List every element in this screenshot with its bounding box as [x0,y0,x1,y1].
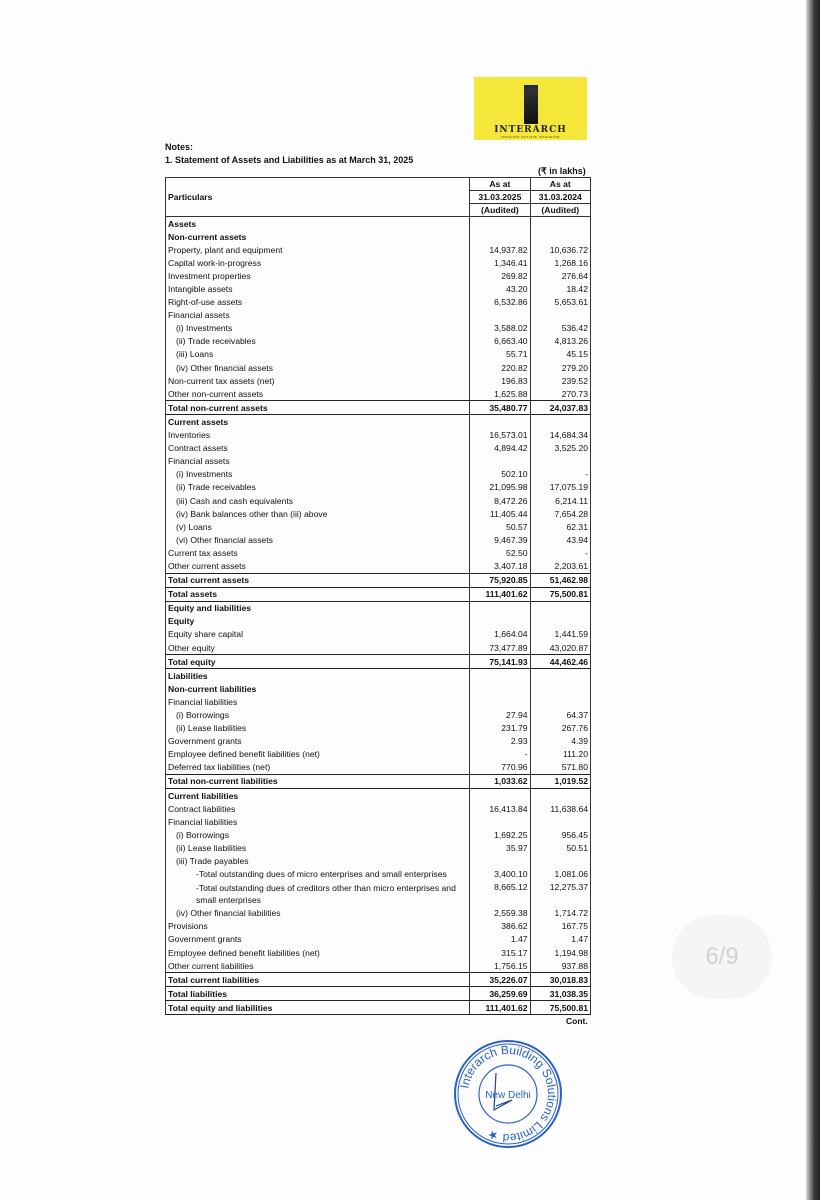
row-label: Equity share capital [166,628,470,641]
header-col2-line1: As at [530,178,590,191]
value-2024 [530,415,590,429]
svg-text:Interarch Building Solutions L: Interarch Building Solutions Limited ★ [457,1042,560,1146]
value-2025: 231.79 [470,722,530,735]
row-label: (iii) Loans [166,348,470,361]
row-label: Government grants [166,735,470,748]
value-2024: 1,194.98 [530,946,590,959]
value-2025: 196.83 [470,374,530,387]
table-row [166,455,591,468]
value-2024 [530,789,590,803]
row-label: Current assets [166,415,470,429]
row-label: Financial assets [166,309,470,322]
value-2024: 4.39 [530,735,590,748]
table-row [166,494,591,507]
value-2025: 220.82 [470,361,530,374]
value-2024: 75,500.81 [530,587,590,601]
value-2025: 1.47 [470,933,530,946]
value-2025 [470,455,530,468]
table-total-row [166,1001,591,1015]
continued-label: Cont. [566,1016,588,1026]
value-2025: 1,664.04 [470,628,530,641]
table-row [166,946,591,959]
value-2024 [530,682,590,695]
row-label: (ii) Trade receivables [166,335,470,348]
row-label: (iv) Other financial liabilities [166,907,470,920]
value-2025: 1,692.25 [470,828,530,841]
value-2025: 111,401.62 [470,1001,530,1015]
value-2025: 52.50 [470,546,530,559]
value-2025: 4,894.42 [470,442,530,455]
value-2024: 3,525.20 [530,442,590,455]
value-2024 [530,601,590,615]
value-2024: 937.88 [530,959,590,973]
row-label: Total equity [166,655,470,669]
value-2024: 6,214.11 [530,494,590,507]
value-2024 [530,455,590,468]
table-row [166,789,591,803]
value-2025: 502.10 [470,468,530,481]
value-2024: 43.94 [530,533,590,546]
table-total-row [166,774,591,788]
row-label: Financial liabilities [166,695,470,708]
table-row [166,243,591,256]
table-row [166,348,591,361]
value-2025: 1,756.15 [470,959,530,973]
value-2025: 2,559.38 [470,907,530,920]
table-row [166,269,591,282]
value-2025: 14,937.82 [470,243,530,256]
value-2025 [470,815,530,828]
value-2025: 269.82 [470,269,530,282]
table-row [166,855,591,868]
header-col1-status: (Audited) [470,204,530,217]
row-label: Equity and liabilities [166,601,470,615]
table-row [166,881,591,907]
value-2024: 75,500.81 [530,1001,590,1015]
value-2025: 36,259.69 [470,987,530,1001]
row-label: (i) Borrowings [166,828,470,841]
value-2024: 62.31 [530,520,590,533]
value-2024: 45.15 [530,348,590,361]
table-row [166,802,591,815]
value-2025: 73,477.89 [470,641,530,655]
row-label: Current liabilities [166,789,470,803]
row-label: (iii) Cash and cash equivalents [166,494,470,507]
statement-title: 1. Statement of Assets and Liabilities as at March 31, 2025 [165,155,414,165]
table-row [166,559,591,573]
table-row [166,442,591,455]
logo-i-mark [524,85,538,124]
value-2024: 10,636.72 [530,243,590,256]
value-2024: 30,018.83 [530,973,590,987]
row-label: Financial assets [166,455,470,468]
value-2025: 16,413.84 [470,802,530,815]
page-indicator-watermark: 6/9 [672,915,772,999]
logo-tagline: INNOVATE INITIATE INTEGRATE [500,135,561,139]
value-2024: 5,653.61 [530,296,590,309]
value-2025 [470,601,530,615]
value-2025: 16,573.01 [470,429,530,442]
table-row [166,335,591,348]
value-2025: 2.93 [470,735,530,748]
value-2025: 21,095.98 [470,481,530,494]
value-2024: 1,081.06 [530,868,590,881]
header-col2-status: (Audited) [530,204,590,217]
table-row [166,722,591,735]
logo-name: INTERARCH [494,125,567,135]
table-row [166,282,591,295]
table-row [166,507,591,520]
table-row [166,374,591,387]
value-2025: 35,480.77 [470,401,530,415]
value-2025: 27.94 [470,708,530,721]
value-2025: 386.62 [470,920,530,933]
row-label: Contract liabilities [166,802,470,815]
value-2024: 1,441.59 [530,628,590,641]
value-2024: 12,275.37 [530,881,590,907]
table-row [166,641,591,655]
value-2024: 7,654.28 [530,507,590,520]
value-2025: 111,401.62 [470,587,530,601]
row-label: Total equity and liabilities [166,1001,470,1015]
row-label: Non-current assets [166,230,470,243]
value-2025: 43.20 [470,282,530,295]
row-label: (iii) Trade payables [166,855,470,868]
row-label: Employee defined benefit liabilities (net) [166,946,470,959]
table-row [166,669,591,683]
value-2025 [470,695,530,708]
value-2025 [470,309,530,322]
row-label: (ii) Lease liabilities [166,841,470,854]
row-label: Total current assets [166,573,470,587]
table-total-row [166,987,591,1001]
value-2025: 35.97 [470,841,530,854]
value-2024: 4,813.26 [530,335,590,348]
value-2025 [470,669,530,683]
table-row [166,415,591,429]
table-row [166,761,591,775]
row-label: Total current liabilities [166,973,470,987]
row-label: (v) Loans [166,520,470,533]
value-2024: 1,268.16 [530,256,590,269]
value-2025 [470,415,530,429]
value-2025: 8,665.12 [470,881,530,907]
table-row [166,682,591,695]
value-2024: 14,684.34 [530,429,590,442]
table-row [166,533,591,546]
table-row [166,868,591,881]
row-label: Current tax assets [166,546,470,559]
row-label: Investment properties [166,269,470,282]
value-2025: 8,472.26 [470,494,530,507]
value-2025: - [470,748,530,761]
value-2024: 18.42 [530,282,590,295]
table-row [166,708,591,721]
table-row [166,322,591,335]
table-total-row [166,401,591,415]
table-row [166,296,591,309]
table-row [166,520,591,533]
table-row [166,468,591,481]
value-2024: 24,037.83 [530,401,590,415]
row-label: (i) Investments [166,322,470,335]
table-row [166,481,591,494]
value-2024 [530,815,590,828]
value-2024: 1,714.72 [530,907,590,920]
value-2025: 3,407.18 [470,559,530,573]
row-label: (ii) Lease liabilities [166,722,470,735]
value-2025 [470,789,530,803]
value-2024 [530,230,590,243]
value-2025: 75,920.85 [470,573,530,587]
notes-label: Notes: [165,142,194,152]
value-2025: 35,226.07 [470,973,530,987]
value-2024 [530,615,590,628]
value-2024: 267.76 [530,722,590,735]
row-label: Property, plant and equipment [166,243,470,256]
value-2025: 50.57 [470,520,530,533]
row-label: Deferred tax liabilities (net) [166,761,470,775]
table-row [166,628,591,641]
value-2024 [530,695,590,708]
row-label: (ii) Trade receivables [166,481,470,494]
row-label: (vi) Other financial assets [166,533,470,546]
value-2025: 3,400.10 [470,868,530,881]
row-label: (iv) Bank balances other than (iii) above [166,507,470,520]
table-total-row [166,587,591,601]
row-label: Provisions [166,920,470,933]
row-label: Inventories [166,429,470,442]
header-col1-line1: As at [470,178,530,191]
value-2024: 44,462.46 [530,655,590,669]
value-2025 [470,217,530,231]
table-row [166,217,591,231]
table-row [166,920,591,933]
value-2025 [470,855,530,868]
row-label: Total liabilities [166,987,470,1001]
table-row [166,959,591,973]
row-label: Financial liabilities [166,815,470,828]
table-row [166,695,591,708]
value-2025 [470,230,530,243]
row-label: Other non-current assets [166,387,470,401]
value-2025: 770.96 [470,761,530,775]
value-2024: 31,038.35 [530,987,590,1001]
row-label: (i) Borrowings [166,708,470,721]
value-2024: 276.64 [530,269,590,282]
row-label: Other equity [166,641,470,655]
row-label: Contract assets [166,442,470,455]
table-row [166,615,591,628]
table-row [166,828,591,841]
value-2024: 956.45 [530,828,590,841]
value-2024: 571.80 [530,761,590,775]
row-label: Employee defined benefit liabilities (net) [166,748,470,761]
table-row [166,256,591,269]
table-row [166,841,591,854]
value-2024: 51,462.98 [530,573,590,587]
value-2025: 1,625.88 [470,387,530,401]
assets-liabilities-table [165,177,591,1015]
table-row [166,735,591,748]
row-label: -Total outstanding dues of creditors other than micro enterprises and small enterprises [166,881,470,907]
header-col1-date: 31.03.2025 [470,191,530,204]
row-label: Total non-current assets [166,401,470,415]
company-seal-stamp [452,1038,564,1150]
value-2025: 315.17 [470,946,530,959]
table-row [166,230,591,243]
value-2024 [530,217,590,231]
value-2025: 75,141.93 [470,655,530,669]
value-2024: 270.73 [530,387,590,401]
value-2024: 167.75 [530,920,590,933]
company-logo [474,77,587,140]
value-2025 [470,682,530,695]
row-label: Total assets [166,587,470,601]
value-2024: 50.51 [530,841,590,854]
table-row [166,387,591,401]
row-label: Liabilities [166,669,470,683]
value-2025: 6,532.86 [470,296,530,309]
row-label: Right-of-use assets [166,296,470,309]
table-total-row [166,973,591,987]
table-row [166,907,591,920]
unit-label: (₹ in lakhs) [538,166,586,176]
value-2024 [530,855,590,868]
row-label: (iv) Other financial assets [166,361,470,374]
value-2024: 279.20 [530,361,590,374]
value-2025: 3,588.02 [470,322,530,335]
value-2024 [530,669,590,683]
value-2025: 9,467.39 [470,533,530,546]
value-2024: 239.52 [530,374,590,387]
table-total-row [166,573,591,587]
row-label: Total non-current liabilities [166,774,470,788]
header-particulars: Particulars [166,178,470,217]
value-2025 [470,615,530,628]
row-label: Equity [166,615,470,628]
value-2025: 11,405.44 [470,507,530,520]
value-2024: 1.47 [530,933,590,946]
value-2025: 6,663.40 [470,335,530,348]
value-2024: 11,638.64 [530,802,590,815]
table-row [166,748,591,761]
value-2024 [530,309,590,322]
page-edge-shadow [806,0,820,1200]
value-2024: 2,203.61 [530,559,590,573]
header-col2-date: 31.03.2024 [530,191,590,204]
svg-text:New Delhi: New Delhi [485,1090,531,1101]
value-2024: - [530,468,590,481]
value-2024: 111.20 [530,748,590,761]
value-2025: 55.71 [470,348,530,361]
table-row [166,546,591,559]
row-label: -Total outstanding dues of micro enterprises and small enterprises [166,868,470,881]
row-label: Non-current tax assets (net) [166,374,470,387]
row-label: Other current assets [166,559,470,573]
table-row [166,361,591,374]
row-label: Capital work-in-progress [166,256,470,269]
table-row [166,933,591,946]
row-label: Government grants [166,933,470,946]
value-2024: 64.37 [530,708,590,721]
row-label: Assets [166,217,470,231]
row-label: Other current liabilities [166,959,470,973]
value-2024: 1,019.52 [530,774,590,788]
table-row [166,309,591,322]
row-label: Intangible assets [166,282,470,295]
row-label: (i) Investments [166,468,470,481]
table-row [166,429,591,442]
value-2024: - [530,546,590,559]
table-total-row [166,655,591,669]
value-2025: 1,033.62 [470,774,530,788]
value-2024: 536.42 [530,322,590,335]
table-row [166,601,591,615]
value-2024: 17,075.19 [530,481,590,494]
value-2025: 1,346.41 [470,256,530,269]
row-label: Non-current liabilities [166,682,470,695]
table-row [166,815,591,828]
value-2024: 43,020.87 [530,641,590,655]
